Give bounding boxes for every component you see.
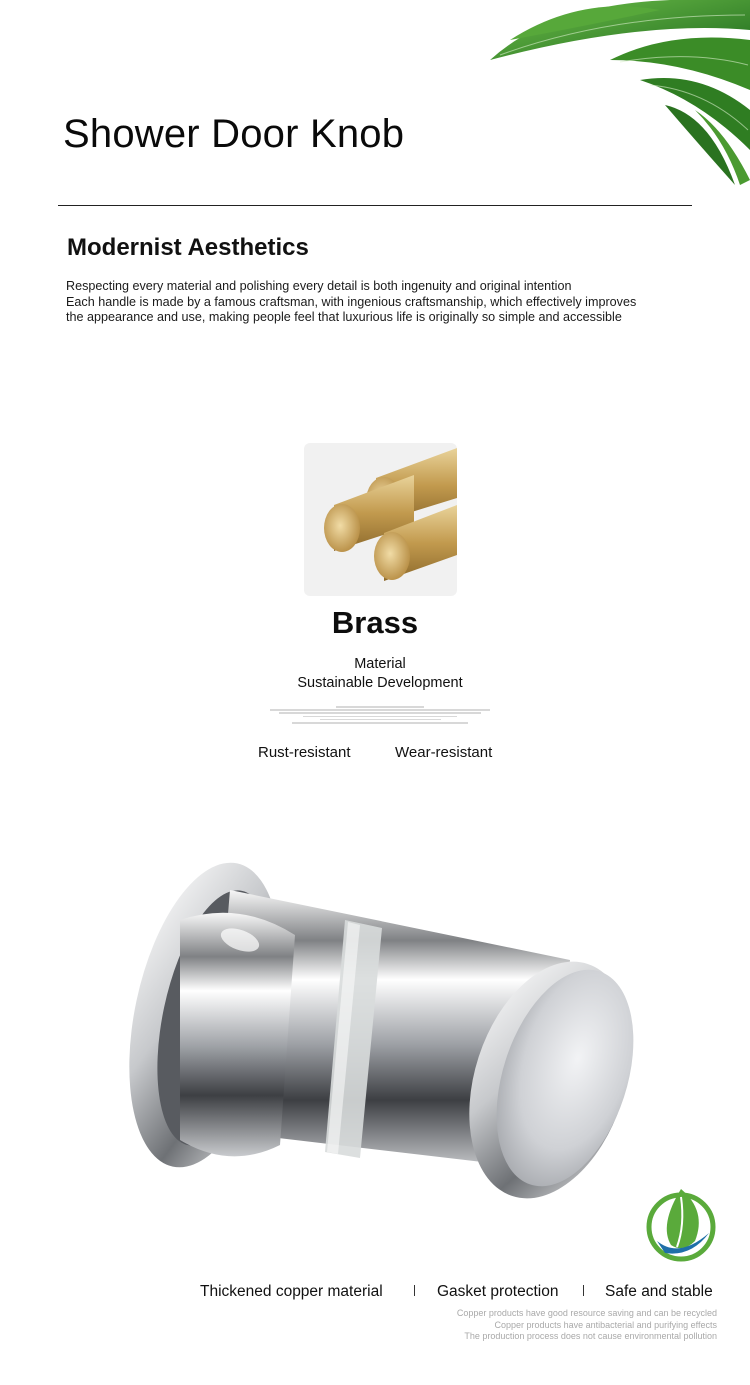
page-title: Shower Door Knob [63,112,405,156]
benefit-notes [457,1308,717,1343]
faint-text-block [270,706,490,726]
intro-text [66,279,706,326]
title-divider [58,205,692,206]
intro-line: the appearance and use, making people feel that luxurious life is originally so simple and accessible [66,310,622,324]
material-label: Material [354,656,406,672]
material-tagline: Sustainable Development [297,675,463,691]
palm-leaves-icon [490,0,750,190]
section-heading: Modernist Aesthetics [67,234,309,261]
intro-line: Respecting every material and polishing every detail is both ingenuity and original intention [66,279,572,293]
intro-line: Each handle is made by a famous craftsman, with ingenious craftsmanship, which effectively improves [66,294,637,309]
benefit-gasket: Gasket protection [437,1283,559,1300]
feature-wear-resistant: Wear-resistant [395,744,493,761]
chrome-knob-image [120,840,640,1220]
note-line: The production process does not cause environmental pollution [464,1331,717,1341]
feature-rust-resistant: Rust-resistant [258,744,351,761]
note-line: Copper products have good resource saving and can be recycled [456,1308,717,1318]
benefit-separator [414,1285,415,1296]
material-name: Brass [331,605,419,640]
brass-rods-image [304,443,457,596]
benefit-safe: Safe and stable [605,1283,713,1300]
eco-leaf-icon [645,1185,717,1263]
note-line: Copper products have antibacterial and purifying effects [494,1319,717,1330]
benefit-copper: Thickened copper material [200,1283,383,1300]
benefit-separator [583,1285,584,1296]
